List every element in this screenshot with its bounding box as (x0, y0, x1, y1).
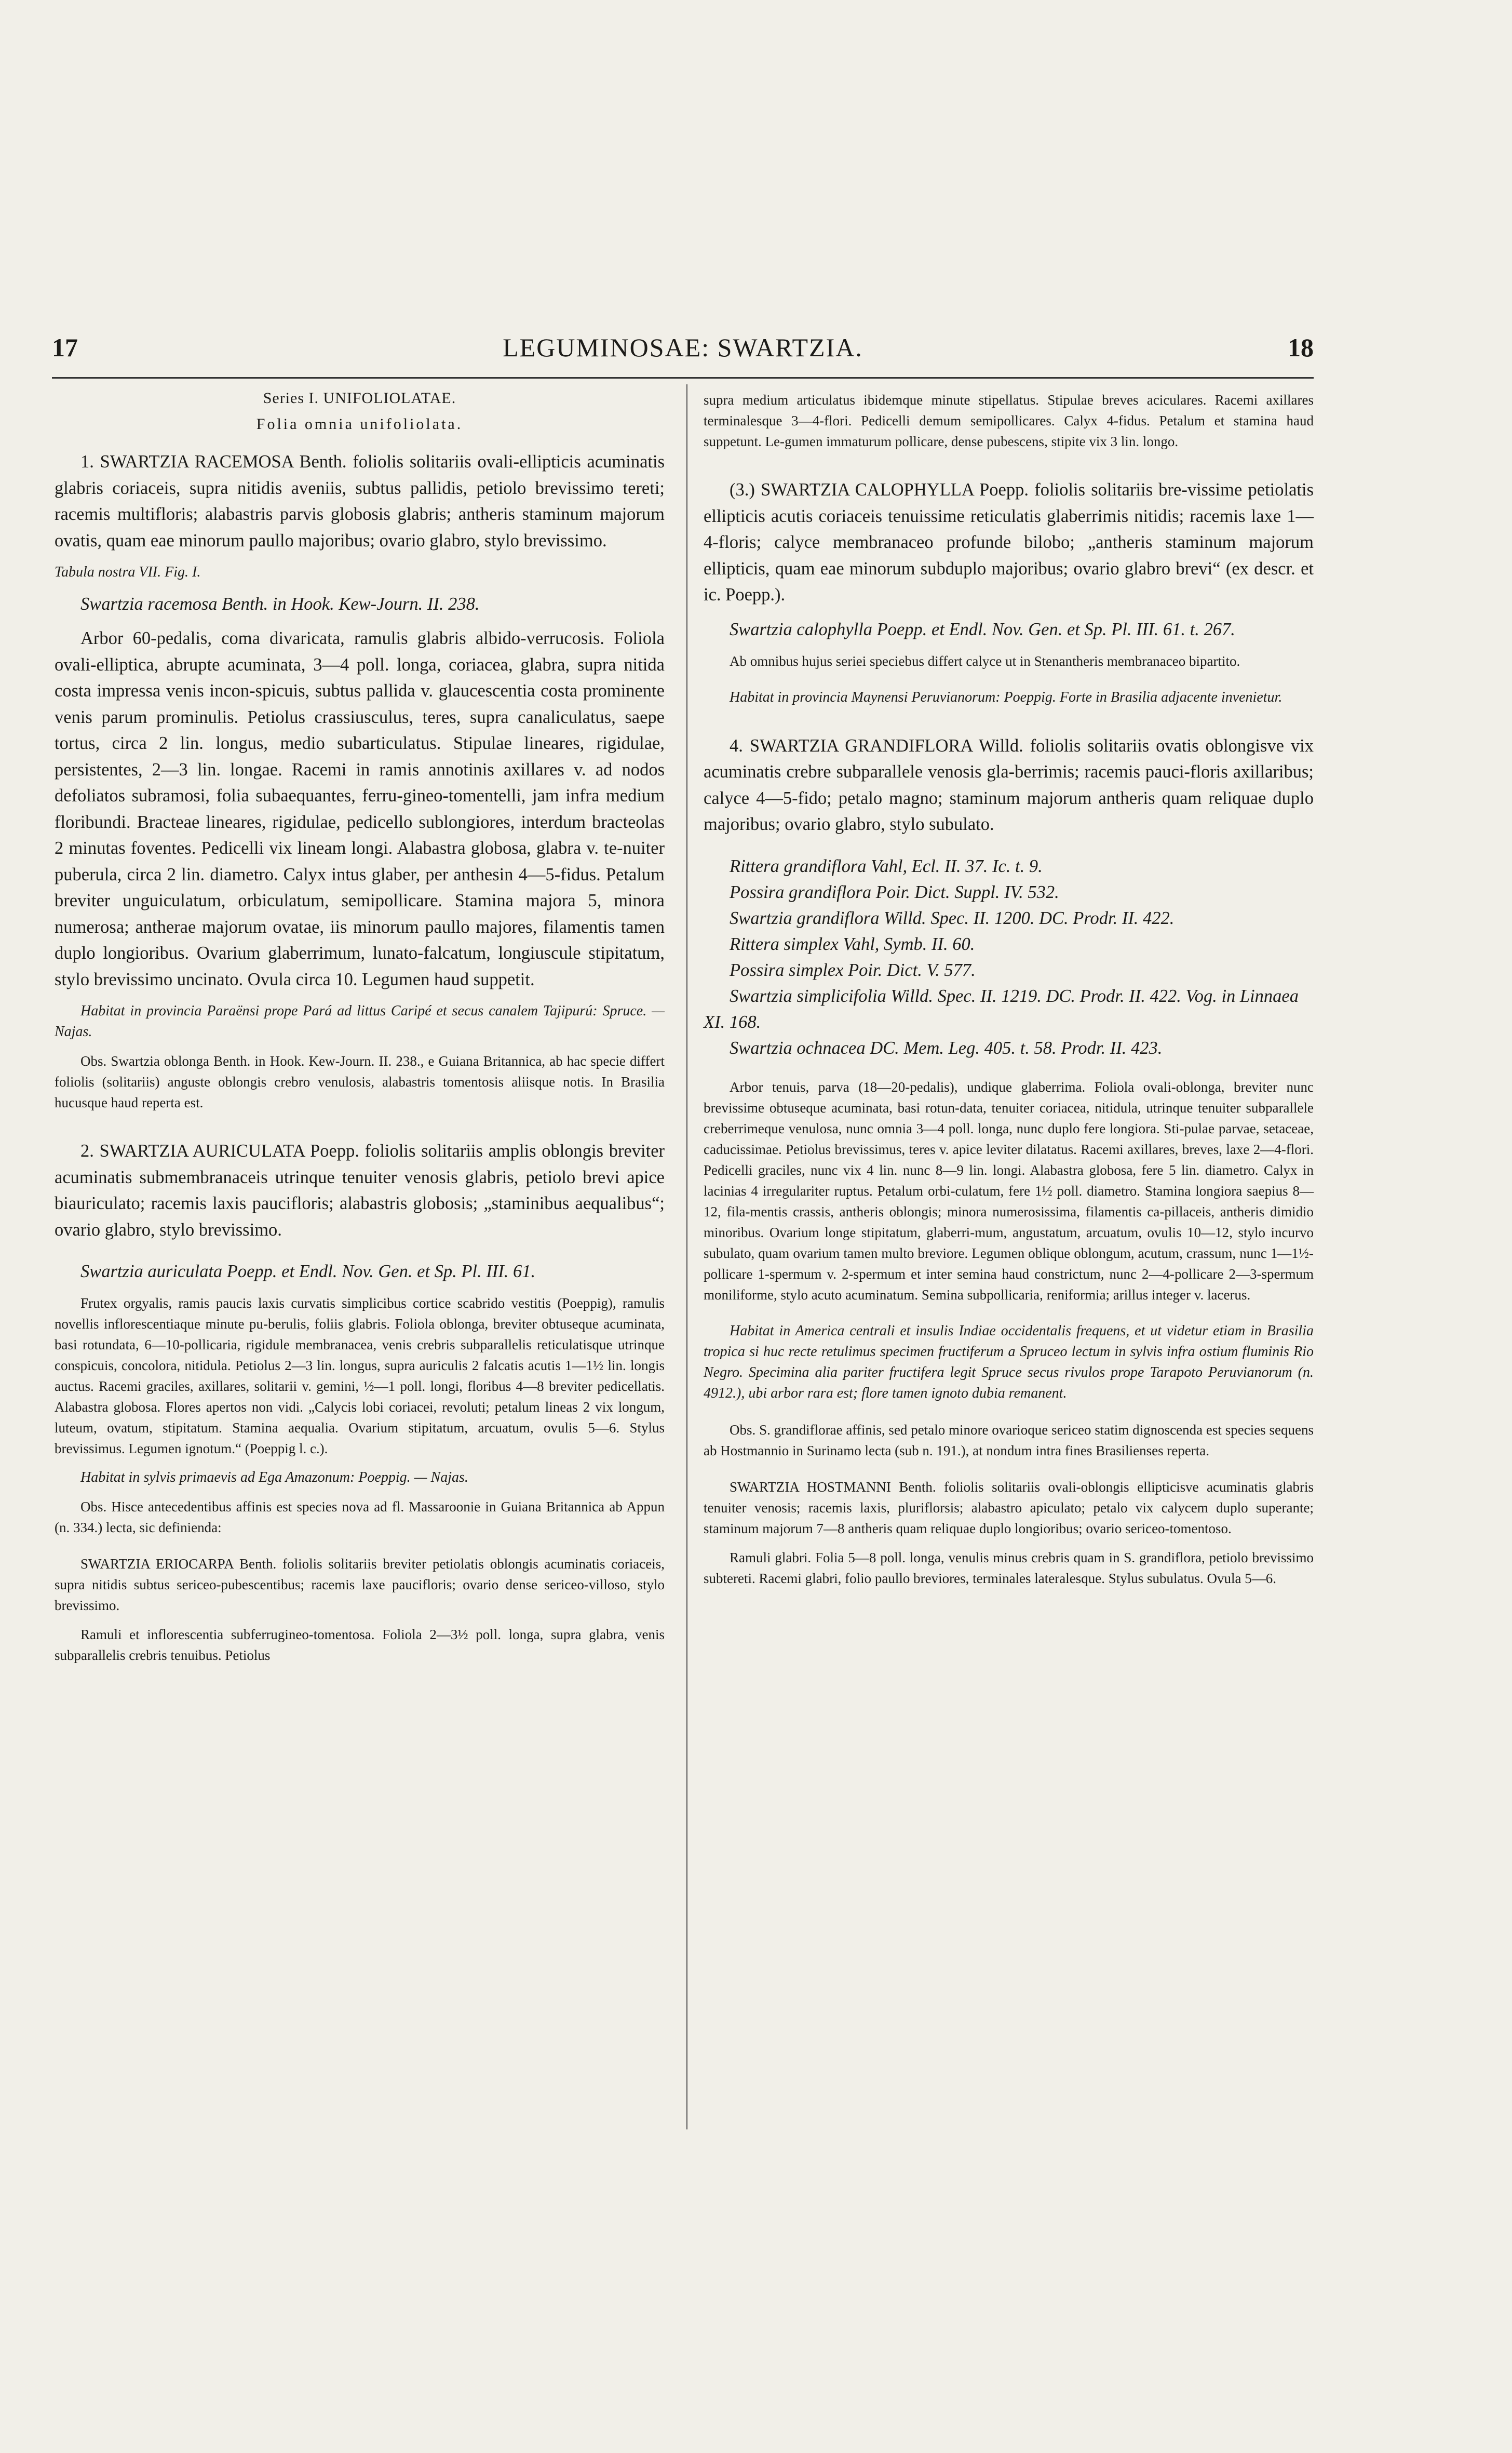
diagnosis: foliolis solitariis ovali-ellipticis acuminatis glabris coriaceis, supra nitidis aveniis, subtus pallidis, petiolo brevissimo tereti; racemis multifloris; alabastris parvis globosis glabris; antheris staminum majorum ovatis, quam eae minorum paullo majoribus; ovario glabro, stylo brevissimo. (55, 452, 665, 551)
species-entry-calophylla (704, 477, 1314, 608)
note: Ab omnibus hujus seriei speciebus differt calyce ut in Stenantheris membranaceo bipartito. (730, 653, 1240, 669)
right-column (704, 390, 1314, 1589)
description: Arbor tenuis, parva (18—20-pedalis), undique glaberrima. Foliola ovali-oblonga, breviter nunc brevissime obtuseque acuminata, basi rotun-data, tenuiter coriacea, nitidula, utrinque tenuiter subparallele creberrimeque venulosa, nunc omnia 3—4 poll. longa, nunc duplo fere longiora. Sti-pulae parvae, setaceae, caducissimae. Petiolus brevissimus, teres v. apice leviter dilatatus. Racemi axillares, breves, laxe 2—4-flori. Pedicelli graciles, nunc vix 4 lin. nunc 8—9 lin. longi. Alabastra globosa, fere 5 lin. diametro. Calyx in lacinias 4 irregulariter ruptus. Petalum orbi-culatum, fere 1½ poll. diametro. Stamina longiora saepius 8—12, fila-mentis crassis, antheris oblongis; minora numerosissima, filamentis ca-pillaceis, antheris dimidio minoribus. Ovarium longe stipitatum, glaberri-mum, angustatum, arcuatum, ovulis 10—12, stylo incurvo subulato, quam ovarium tamen multo breviore. Legumen oblique oblongum, acutum, crassum, nunc 1—1½-pollicare 1-spermum v. 2-spermum et inter semina haud constrictum, nunc 2—4-pollicare 2—3-spermum moniliforme, stylo acuto acuminatum. Semina subpollicaria, reniformia; arillus integer v. lacerus. (704, 1079, 1314, 1303)
species-name: 1. SWARTZIA RACEMOSA Benth. (80, 452, 347, 472)
synonymy-list (704, 853, 1314, 1061)
habitat: Habitat in provincia Maynensi Peruvianorum: Poeppig. Forte in Brasilia adjacente invenietur. (730, 689, 1282, 705)
synonym-citation: Rittera grandiflora Vahl, Ecl. II. 37. Ic. t. 9. (730, 856, 1043, 876)
page-number-right: 18 (1288, 333, 1314, 362)
description-continued: supra medium articulatus ibidemque minute stipellatus. Stipulae breves aciculares. Racemi axillares terminalesque 3—4-flori. Pedicelli demum semipollicares. Calyx 4-fidus. Petalum et stamina haud suppetunt. Le-gumen immaturum pollicare, dense pubescens, stipite vix 3 lin. longo. (704, 392, 1314, 449)
species-name: SWARTZIA ERIOCARPA Benth. (80, 1556, 277, 1572)
plate-reference: Tabula nostra VII. Fig. I. (55, 564, 201, 580)
series-subheading: Folia omnia unifoliolata. (256, 415, 463, 433)
running-title: LEGUMINOSAE: SWARTZIA. (503, 333, 863, 362)
species-entry-auriculata (55, 1138, 665, 1243)
header-rule (52, 377, 1314, 379)
diagnosis: foliolis solitariis breviter petiolatis oblongis acuminatis coriaceis, supra nitidis subtus sericeo-pubescentibus; racemis laxe paucifloris; ovario dense sericeo-villoso, stylo brevissimo. (55, 1556, 665, 1613)
description: Ramuli glabri. Folia 5—8 poll. longa, venulis minus crebris quam in S. grandiflora, petiolo brevissimo subtereti. Racemi glabri, folio paullo breviores, terminales lateralesque. Stylus subulatus. Ovula 5—6. (704, 1549, 1314, 1586)
species-name: SWARTZIA HOSTMANNI Benth. (730, 1479, 936, 1495)
habitat: Habitat in provincia Paraënsi prope Pará ad littus Caripé et secus canalem Tajipurú: Spruce. — Najas. (55, 1003, 665, 1040)
series-heading: Series I. UNIFOLIOLATAE. (263, 390, 456, 407)
species-name: 4. SWARTZIA GRANDIFLORA Willd. (730, 735, 1023, 756)
species-entry-hostmanni (704, 1477, 1314, 1539)
species-entry-grandiflora (704, 733, 1314, 838)
diagnosis: foliolis solitariis amplis oblongis breviter acuminatis submembranaceis utrinque tenuiter venosis glabris, petiolo brevi apice biauriculato; racemis laxis paucifloris; alabastris globosis; „staminibus aequalibus“; ovario glabro, stylo brevissimo. (55, 1141, 665, 1240)
synonym-citation: Swartzia grandiflora Willd. Spec. II. 1200. DC. Prodr. II. 422. (730, 908, 1174, 928)
observation: Obs. Hisce antecedentibus affinis est species nova ad fl. Massaroonie in Guiana Britannica ab Appun (n. 334.) lecta, sic definienda: (55, 1499, 665, 1535)
species-entry-eriocarpa (55, 1553, 665, 1616)
habitat: Habitat in America centrali et insulis Indiae occidentalis frequens, et ut videtur etiam in Brasilia tropica si huc recte retulimus specimen fructiferum a Spruceo lectum in sylvis infra ostium fluminis Rio Negro. Specimina alia pariter fructifera legit Spruce secus rivulos prope Tarapoto Peruvianorum (n. 4912.), ubi arbor rara est; flore tamen ignoto dubia remanent. (704, 1322, 1314, 1401)
citation: Swartzia racemosa Benth. in Hook. Kew-Journ. II. 238. (80, 594, 480, 614)
synonym-citation: Possira simplex Poir. Dict. V. 577. (730, 960, 976, 980)
observation: Obs. Swartzia oblonga Benth. in Hook. Kew-Journ. II. 238., e Guiana Britannica, ab hac specie differt foliolis (solitariis) anguste oblongis crebro venulosis, alabastris tomentosis aliisque notis. In Brasilia hucusque haud reperta est. (55, 1053, 665, 1110)
synonym-citation: Swartzia simplicifolia Willd. Spec. II. 1219. DC. Prodr. II. 422. Vog. in Linnaea XI. 168. (704, 986, 1299, 1032)
species-name: (3.) SWARTZIA CALOPHYLLA Poepp. (730, 480, 1029, 500)
citation: Swartzia calophylla Poepp. et Endl. Nov. Gen. et Sp. Pl. III. 61. t. 267. (730, 619, 1235, 639)
running-header (52, 332, 1314, 374)
synonym-citation: Swartzia ochnacea DC. Mem. Leg. 405. t. 58. Prodr. II. 423. (730, 1038, 1163, 1058)
description: Frutex orgyalis, ramis paucis laxis curvatis simplicibus cortice scabrido vestitis (Poeppig), ramulis novellis inflorescentiaque minute pu-berulis, foliis glabris. Foliola oblonga, breviter obtuseque acuminata, basi rotundata, 6—10-pollicaria, rigidule membranacea, venis crebris subparallelis reticulatisque utrinque conspicuis, concolora, nitidula. Petiolus 2—3 lin. longus, supra auriculis 2 falcatis acutis 1—1½ lin. longis auctus. Racemi graciles, axillares, solitarii v. gemini, ½—1 poll. longi, floribus 4—8 breviter pedicellatis. Alabastra globosa. Flores apertos non vidi. „Calycis lobi coriacei, revoluti; petalum lineas 2 vix longum, luteum, ovatum, stipitatum. Stamina aequalia. Ovarium stipitatum, arcuatum, ovulis 5—6. Stylus brevissimus. Legumen ignotum.“ (Poeppig l. c.). (55, 1295, 665, 1456)
habitat: Habitat in sylvis primaevis ad Ega Amazonum: Poeppig. — Najas. (80, 1469, 468, 1485)
observation: Obs. S. grandiflorae affinis, sed petalo minore ovarioque sericeo statim dignoscenda est species sequens ab Hostmannio in Surinamo lecta (sub n. 191.), at nondum intra fines Brasilienses reperta. (704, 1422, 1314, 1458)
diagnosis: foliolis solitariis bre-vissime petiolatis ellipticis acutis coriaceis tenuissime reticulatis glaberrimis nitidis; racemis laxe 1—4-floris; calyce membranaceo profunde bilobo; „antheris staminum majorum ellipticis, quam eae minorum subduplo majoribus; ovario glabro brevi“ (ex descr. et ic. Poepp.). (704, 480, 1314, 605)
description: Ramuli et inflorescentia subferrugineo-tomentosa. Foliola 2—3½ poll. longa, supra glabra, venis subparallelis crebris tenuibus. Petiolus (55, 1627, 665, 1663)
diagnosis: foliolis solitariis ovali-oblongis ellipticisve acuminatis glabris tenuiter venosis; racemis laxis, pluriflorsis; alabastro apiculato; petalo vix calycem duplo superante; staminum majorum 7—8 antheris quam reliquae duplo longioribus; ovario sericeo-tomentoso. (704, 1479, 1314, 1536)
column-divider (686, 384, 687, 2129)
species-entry-racemosa (55, 449, 665, 554)
citation: Swartzia auriculata Poepp. et Endl. Nov. Gen. et Sp. Pl. III. 61. (80, 1262, 536, 1281)
left-column (55, 390, 665, 1666)
synonym-citation: Possira grandiflora Poir. Dict. Suppl. IV. 532. (730, 882, 1059, 902)
diagnosis: foliolis solitariis ovatis oblongisve vix acuminatis crebre subparallele venosis gla-berrimis; racemis pauci-floris axillaribus; calyce 4—5-fido; petalo magno; staminum majorum antheris quam reliquae duplo majoribus; ovario glabro, stylo subulato. (704, 735, 1314, 834)
synonym-citation: Rittera simplex Vahl, Symb. II. 60. (730, 934, 975, 954)
description: Arbor 60-pedalis, coma divaricata, ramulis glabris albido-verrucosis. Foliola ovali-elliptica, abrupte acuminata, 3—4 poll. longa, coriacea, glabra, supra nitida costa impressa venis incon-spicuis, subtus pallida v. glaucescentia costa prominente venis parum prominulis. Petiolus crassiusculus, teres, supra canaliculatus, saepe tortus, circa 2 lin. longus, medio subarticulatus. Stipulae lineares, rigidulae, persistentes, 2—3 lin. longae. Racemi in ramis annotinis axillares v. ad nodos defoliatos subramosi, folia subaequantes, ferru-gineo-tomentelli, jam infra medium floribundi. Bracteae lineares, rigidulae, pedicello sublongiores, interdum bracteolas 2 minutas foventes. Pedicelli vix lineam longi. Alabastra globosa, glabra v. te-nuiter puberula, circa 2 lin. diametro. Calyx intus glaber, per anthesin 4—5-fidus. Petalum breviter unguiculatum, orbiculatum, semipollicare. Stamina majora 5, minora numerosa; antherae majorum ovatae, iis minorum paullo majores, filamentis tamen duplo longioribus. Ovarium glaberrimum, lunato-falcatum, longiuscule stipitatum, stylo brevissimo uncinato. Ovula circa 10. Legumen haud suppetit. (55, 628, 665, 989)
species-name: 2. SWARTZIA AURICULATA Poepp. (80, 1141, 359, 1161)
page-number-left: 17 (52, 333, 78, 362)
